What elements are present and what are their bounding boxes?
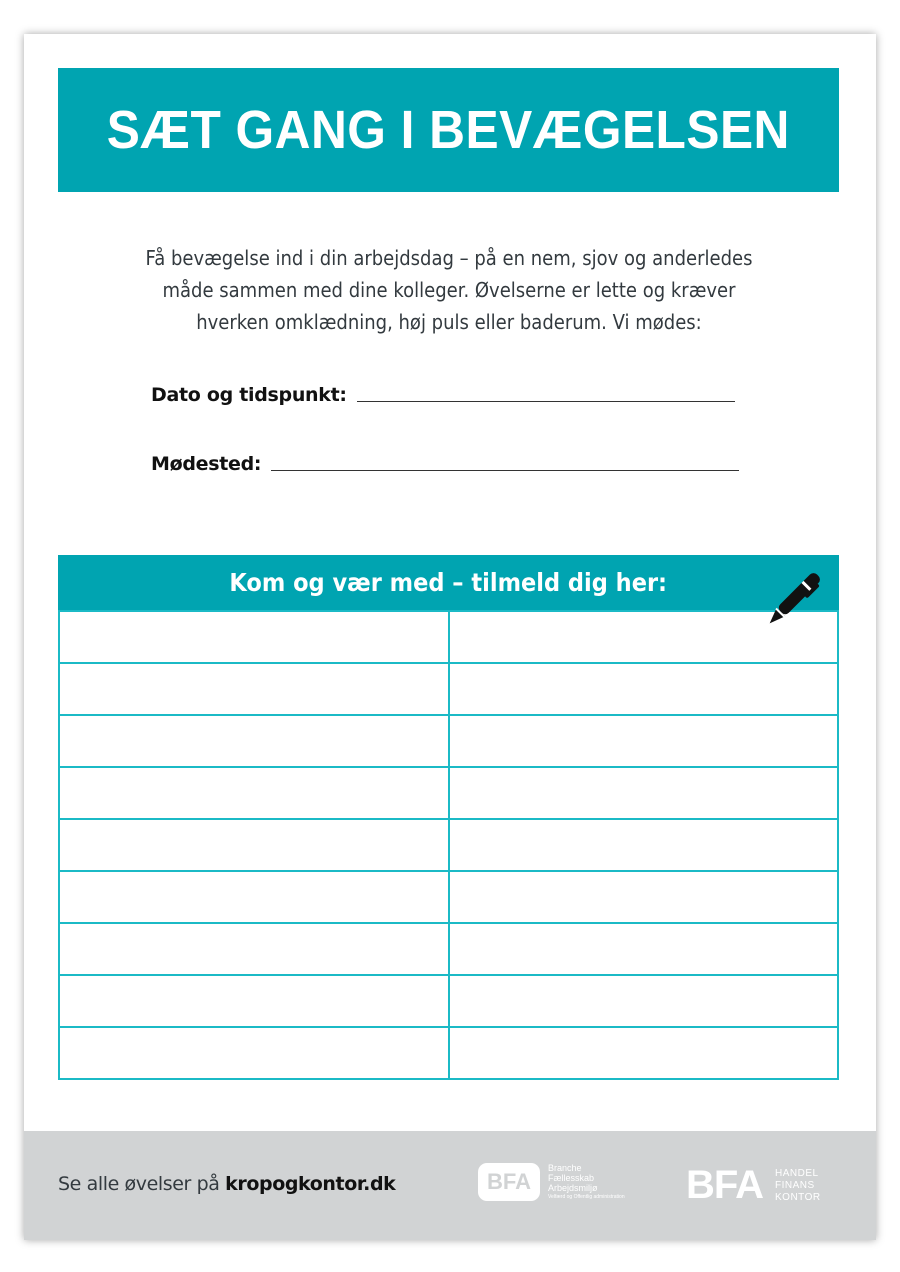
bfa-logo-mark: BFA — [478, 1163, 540, 1201]
datetime-label: Dato og tidspunkt: — [151, 384, 347, 406]
logo-line: Arbejdsmiljø — [548, 1183, 598, 1193]
bfa-handel-logo — [686, 1163, 821, 1208]
signup-rows — [58, 610, 839, 1080]
pen-icon — [761, 567, 825, 633]
table-row — [59, 819, 838, 871]
place-label: Mødested: — [151, 453, 262, 475]
datetime-input-line[interactable] — [357, 400, 735, 402]
table-row — [59, 663, 838, 715]
title-banner — [58, 68, 839, 192]
footer — [24, 1131, 876, 1240]
datetime-field — [151, 384, 735, 406]
table-row — [59, 871, 838, 923]
signup-cell[interactable] — [449, 663, 839, 715]
signup-cell[interactable] — [449, 767, 839, 819]
bfa-logo-text — [775, 1168, 821, 1204]
signup-header — [58, 555, 839, 610]
signup-cell[interactable] — [59, 1027, 449, 1079]
bfa-logo-mark: BFA — [686, 1163, 763, 1207]
signup-cell[interactable] — [449, 975, 839, 1027]
signup-cell[interactable] — [59, 767, 449, 819]
signup-cell[interactable] — [449, 819, 839, 871]
intro-line: hverken omklædning, høj puls eller baderum. Vi mødes: — [196, 310, 702, 334]
footer-prefix: Se alle øvelser på — [58, 1173, 226, 1195]
logo-line: HANDEL — [775, 1167, 819, 1179]
logo-line: FINANS — [775, 1179, 815, 1191]
logo-line: Branche — [548, 1163, 582, 1173]
bfa-velfaerd-logo — [478, 1163, 625, 1201]
table-row — [59, 767, 838, 819]
table-row — [59, 715, 838, 767]
table-row — [59, 611, 838, 663]
signup-cell[interactable] — [59, 819, 449, 871]
poster-page — [24, 34, 876, 1240]
intro-line: måde sammen med dine kolleger. Øvelserne er lette og kræver — [162, 278, 736, 302]
intro-line: Få bevægelse ind i din arbejdsdag – på en nem, sjov og anderledes — [145, 246, 753, 270]
signup-cell[interactable] — [59, 663, 449, 715]
table-row — [59, 975, 838, 1027]
logo-line: Fællesskab — [548, 1173, 595, 1183]
logo-line: KONTOR — [775, 1191, 821, 1203]
bfa-logo-text — [548, 1163, 625, 1201]
signup-cell[interactable] — [449, 1027, 839, 1079]
logo-line: Velfærd og Offentlig administration — [548, 1194, 625, 1200]
signup-cell[interactable] — [449, 871, 839, 923]
signup-cell[interactable] — [59, 611, 449, 663]
table-row — [59, 923, 838, 975]
signup-table — [58, 555, 839, 1080]
place-input-line[interactable] — [271, 469, 739, 471]
signup-cell[interactable] — [59, 715, 449, 767]
website-link[interactable]: kropogkontor.dk — [225, 1173, 396, 1195]
place-field — [151, 453, 739, 475]
signup-title: Kom og vær med – tilmeld dig her: — [229, 568, 668, 597]
poster-title: SÆT GANG I BEVÆGELSEN — [106, 100, 791, 160]
signup-cell[interactable] — [449, 715, 839, 767]
table-row — [59, 1027, 838, 1079]
signup-cell[interactable] — [59, 975, 449, 1027]
intro-text — [112, 242, 787, 338]
footer-text — [58, 1173, 395, 1195]
signup-cell[interactable] — [449, 923, 839, 975]
signup-cell[interactable] — [59, 923, 449, 975]
signup-cell[interactable] — [59, 871, 449, 923]
